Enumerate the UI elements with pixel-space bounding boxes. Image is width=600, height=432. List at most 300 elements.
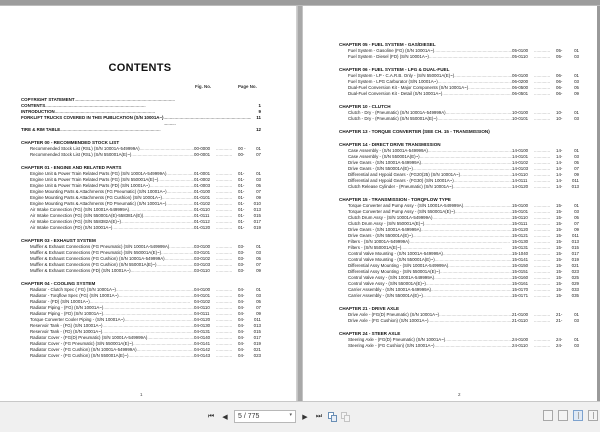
page-number-input[interactable] — [234, 410, 296, 423]
row-chapter: 21- — [556, 318, 563, 323]
entry-label: INTRODUCTION — [21, 109, 55, 114]
chapter-heading[interactable]: CHAPTER 06 - FUEL SYSTEM - LPG & DUAL-FUEL — [339, 67, 450, 72]
row-chapter: 01- — [238, 195, 245, 200]
current-page-value: 5 / 775 — [238, 413, 260, 420]
row-page: 03 — [256, 293, 261, 298]
row-fig-number: 21-0100 — [512, 312, 529, 317]
entry-page: 12 — [256, 127, 261, 132]
row-description: Control Valve Mounting - (S/N 10001A-549999A) — [348, 251, 443, 256]
row-description: Filters - (S/N 10001A-549999A) — [348, 239, 410, 244]
row-description: Fuel System - LP - C.A.R.B. Only - (S/N 550001A(E)~) — [348, 73, 455, 78]
row-description: Drive Gears - (S/N 550001A(E)~) — [348, 166, 413, 171]
row-page: 01 — [256, 171, 261, 176]
row-page: 05 — [256, 256, 261, 261]
row-page: 025 — [571, 275, 579, 280]
row-description: Air Intake Connection (FG) (S/N 10001A-549999A) — [30, 207, 130, 212]
row-page: 09 — [574, 91, 579, 96]
row-chapter: 04- — [238, 293, 245, 298]
toc-row[interactable] — [339, 293, 579, 299]
row-fig-number: 05-0110 — [512, 54, 528, 59]
row-fig-number: 24-0100 — [512, 337, 529, 342]
row-chapter: 06- — [556, 85, 563, 90]
toc-row[interactable] — [339, 184, 579, 190]
row-description: Engine Unit & Power Train Related Parts (FG) (S/N 10001A-549999A) — [30, 171, 167, 176]
row-fig-number: 04-0142 — [194, 347, 211, 352]
dot-leader — [534, 184, 556, 190]
row-page: 07 — [256, 305, 261, 310]
page-navigation — [206, 410, 350, 423]
chevron-down-icon[interactable]: ▾ — [289, 412, 292, 418]
row-fig-number: 04-0120 — [194, 317, 211, 322]
row-chapter: 15- — [556, 239, 563, 244]
toc-entry[interactable] — [21, 115, 261, 127]
single-page-view-icon[interactable] — [543, 410, 553, 421]
row-page: 01 — [256, 146, 261, 151]
row-fig-number: 03-0110 — [194, 268, 210, 273]
entry-label: FORKLIFT TRUCKS COVERED IN THIS PUBLICATION (S/N 10001A~) — [21, 115, 164, 120]
last-page-icon: ⏭ — [315, 412, 323, 420]
row-description: Radiator Piping - (FD) (S/N 10001A~) — [30, 311, 104, 316]
row-page: 03 — [256, 177, 261, 182]
row-chapter: 15- — [556, 203, 563, 208]
row-chapter: 06- — [556, 91, 563, 96]
toc-row[interactable] — [21, 353, 261, 359]
row-chapter: 03- — [238, 244, 245, 249]
row-chapter: 15- — [556, 215, 563, 220]
row-fig-number: 04-0111 — [194, 311, 210, 316]
row-chapter: 15- — [556, 245, 563, 250]
chapter-heading[interactable]: CHAPTER 21 - DRIVE AXLE — [339, 306, 400, 311]
row-description: Engine Unit & Power Train Related Parts (FD) (S/N 10001A~) — [30, 183, 150, 188]
dot-leader — [131, 152, 194, 158]
row-description: Muffler & Exhaust Connections (FG Cushion) (S/N 10001A-549999A) — [30, 256, 165, 261]
row-description: Torque Converter and Pump Assy - (S/N 10001A-549999A) — [348, 203, 464, 208]
row-page: 03 — [574, 79, 579, 84]
row-description: Differential Assy Mounting - (S/N 550001A(E)~) — [348, 269, 441, 274]
row-chapter: 04- — [238, 323, 245, 328]
row-page: 023 — [571, 269, 579, 274]
row-chapter: 05- — [556, 48, 563, 53]
row-description: Control Valve Mounting - (S/N 550001A(E)~) — [348, 257, 435, 262]
row-chapter: 14- — [556, 154, 563, 159]
toc-row[interactable] — [21, 268, 261, 274]
toc-row[interactable] — [339, 343, 579, 349]
row-fig-number: 03-0101 — [194, 250, 211, 255]
dot-leader — [534, 293, 556, 299]
row-page: 021 — [253, 347, 261, 352]
dot-leader — [131, 268, 194, 274]
row-fig-number: 06-0500 — [512, 85, 529, 90]
chapter-heading[interactable]: CHAPTER 14 - DIRECT DRIVE TRANSMISSION — [339, 142, 441, 147]
row-fig-number: 04-0100 — [194, 287, 211, 292]
row-description: Steering Axle - (FG(D) Pneumatic) (S/N 10001A~) — [348, 337, 446, 342]
row-page: 023 — [253, 353, 261, 358]
two-page-view-icon[interactable] — [573, 410, 583, 421]
row-fig-number: 15-0161 — [512, 281, 529, 286]
row-description: Carrier Assembly - (S/N 10001A-549999A) — [348, 287, 431, 292]
row-fig-number: 15-0121 — [512, 233, 529, 238]
row-chapter: 24- — [556, 337, 563, 342]
row-page: 011 — [254, 317, 261, 322]
row-chapter: 24- — [556, 343, 563, 348]
row-description: Control Valve Assy - (S/N 550001A(E)~) — [348, 281, 426, 286]
row-chapter: 05- — [556, 54, 563, 59]
document-viewer[interactable] — [0, 6, 600, 401]
toc-row[interactable] — [339, 54, 579, 60]
row-chapter: 15- — [556, 287, 563, 292]
row-description: Drive Axle - (FG Cushion) (S/N 10001A~) — [348, 318, 429, 323]
row-fig-number: 14-0120 — [512, 184, 529, 189]
toc-row[interactable] — [339, 318, 579, 324]
row-chapter: 04- — [238, 341, 245, 346]
dot-leader — [429, 54, 512, 60]
row-fig-number: 14-0100 — [512, 148, 529, 153]
row-description: Engine Unit & Power Train Related Parts (FG) (S/N 550001A(E)~) — [30, 177, 159, 182]
row-page: 013 — [571, 184, 579, 189]
dot-leader — [128, 353, 194, 359]
chapter-heading[interactable]: CHAPTER 05 - FUEL SYSTEM - GAS/DIESEL — [339, 42, 436, 47]
dot-leader — [534, 116, 556, 122]
row-chapter: 14- — [556, 172, 563, 177]
row-fig-number: 01-0110 — [194, 207, 210, 212]
row-page: 017 — [253, 219, 261, 224]
row-chapter: 15- — [556, 263, 563, 268]
row-fig-number: 04-0130 — [194, 323, 211, 328]
row-fig-number: 04-0141 — [194, 341, 211, 346]
row-page: 07 — [256, 152, 261, 157]
row-description: Fuel System - Diesel (FD) (S/N 10001A~) — [348, 54, 429, 59]
row-description: Clutch - Dry - (Pneumatic) (S/N 10001A-549999A) — [348, 110, 446, 115]
row-page: 011 — [572, 178, 579, 183]
row-description: Clutch Release Cylinder - (Pneumatic) (S/N 10001A~) — [348, 184, 454, 189]
row-chapter: 06- — [556, 79, 563, 84]
row-page: 013 — [253, 323, 261, 328]
row-fig-number: 01-0100 — [194, 189, 211, 194]
entry-label: TIRE & RIM TABLE — [21, 127, 61, 132]
entry-page: 9 — [258, 109, 261, 114]
row-description: Radiator Cover - (FG Pneumatic) (S/N 550001A(E)~) — [30, 341, 134, 346]
row-description: Radiator Cover - (FG Cushion) (S/N 550001A(E)~) — [30, 353, 129, 358]
row-chapter: 21- — [556, 312, 563, 317]
row-fig-number: 01-0102 — [194, 201, 211, 206]
row-chapter: 01- — [238, 219, 245, 224]
dot-leader — [534, 343, 556, 349]
row-fig-number: 06-0200 — [512, 79, 529, 84]
row-page: 09 — [574, 227, 579, 232]
row-fig-number: 15-0131 — [512, 245, 529, 250]
row-fig-number: 00-0000 — [194, 146, 211, 151]
row-fig-number: 04-0140 — [194, 335, 211, 340]
row-fig-number: 15-0111 — [512, 221, 528, 226]
entry-label: COPYRIGHT STATEMENT — [21, 97, 75, 102]
chapter-heading[interactable]: CHAPTER 10 - CLUTCH — [339, 104, 391, 109]
row-description: Differential and Hypoid Gears - (FG20(25) (S/N 10001A~) — [348, 172, 461, 177]
row-page: 09 — [574, 172, 579, 177]
row-fig-number: 04-0143 — [194, 353, 211, 358]
paste-icon[interactable] — [341, 412, 350, 422]
row-description: Radiator - Torqflow Spec (FG) (S/N 10001A~) — [30, 293, 119, 298]
row-page: 07 — [574, 166, 579, 171]
row-fig-number: 15-0110 — [512, 215, 528, 220]
row-fig-number: 10-0100 — [512, 110, 529, 115]
row-page: 03 — [574, 343, 579, 348]
row-description: Case Assembly - (S/N 10001A-549999A) — [348, 148, 428, 153]
row-chapter: 04- — [238, 305, 245, 310]
row-page: 01 — [574, 337, 579, 342]
prev-page-icon: ◀ — [222, 413, 228, 421]
row-page: 01 — [574, 110, 579, 115]
row-description: Drive Gears - (S/N 10001A-549999A) — [348, 160, 421, 165]
row-description: Steering Axle - (FG Cushion) (S/N 10001A~) — [348, 343, 435, 348]
next-page-icon: ▶ — [302, 413, 308, 421]
row-fig-number: 04-0110 — [194, 305, 210, 310]
row-page: 05 — [574, 160, 579, 165]
row-fig-number: 15-0160 — [512, 275, 529, 280]
row-description: Engine Mounting Parts & Attachments (FG Pneumatic) (S/N 10001A~) — [30, 189, 167, 194]
prev-page-button[interactable] — [220, 411, 230, 423]
chapter-heading[interactable]: CHAPTER 15 - TRANSMISSION - TORQFLOW TYPE — [339, 197, 451, 202]
row-fig-number: 15-0150 — [512, 263, 529, 268]
toc-row[interactable] — [339, 116, 579, 122]
row-page: 017 — [571, 251, 579, 256]
row-page: 03 — [574, 54, 579, 59]
row-fig-number: 00-0001 — [194, 152, 211, 157]
row-description: Radiator Piping - (FG) (S/N 10001A~) — [30, 305, 104, 310]
row-description: Fuel System - LPG Carburator (S/N 10001A~) — [348, 79, 438, 84]
row-chapter: 10- — [556, 110, 563, 115]
page-number: 1 — [140, 392, 143, 397]
row-description: Engine Mounting Parts & Attachments (FD Pneumatic) (S/N 10001A~) — [30, 201, 167, 206]
toc-right — [339, 42, 579, 349]
row-chapter: 06- — [556, 73, 563, 78]
row-chapter: 15- — [556, 233, 563, 238]
column-header-page: Page No. — [238, 84, 257, 89]
row-fig-number: 04-0131 — [194, 329, 211, 334]
row-fig-number: 15-0101 — [512, 209, 529, 214]
row-description: Fuel System - Gasoline (FG) (S/N 10001A~) — [348, 48, 435, 53]
row-chapter: 15- — [556, 209, 563, 214]
row-description: Radiator - (FD) (S/N 10001A~) — [30, 299, 90, 304]
row-fig-number: 06-0100 — [512, 73, 529, 78]
row-page: 09 — [256, 311, 261, 316]
row-description: Clutch - Dry - (Pneumatic) (S/N 550001A(E)~) — [348, 116, 438, 121]
row-page: 07 — [256, 189, 261, 194]
toc-row[interactable] — [339, 91, 579, 97]
row-chapter: 10- — [556, 116, 563, 121]
row-fig-number: 01-0112 — [194, 219, 210, 224]
row-description: Reservoir Tank - (FD) (S/N 10001A~) — [30, 329, 103, 334]
chapter-heading[interactable]: CHAPTER 24 - STEER AXLE — [339, 331, 401, 336]
row-fig-number: 15-0130 — [512, 239, 529, 244]
row-page: 05 — [256, 299, 261, 304]
row-page: 015 — [253, 329, 261, 334]
row-description: Drive Gears - (S/N 550001A(E)~) — [348, 233, 413, 238]
row-page: 03 — [256, 250, 261, 255]
row-description: Clutch Drum Assy - (S/N 550001A(E)~) — [348, 221, 425, 226]
row-description: Differential Assy Mounting - (S/N 10001A-549999A) — [348, 263, 449, 268]
row-chapter: 15- — [556, 251, 563, 256]
last-page-button[interactable] — [314, 411, 324, 423]
row-fig-number: 14-0101 — [512, 154, 529, 159]
row-fig-number: 14-0102 — [512, 160, 529, 165]
dot-leader — [435, 343, 512, 349]
first-page-button[interactable] — [206, 411, 216, 423]
row-page: 015 — [571, 245, 579, 250]
row-chapter: 04- — [238, 335, 245, 340]
dot-leader — [164, 115, 251, 127]
row-description: Carrier Assembly - (S/N 550001A(E)~) — [348, 293, 423, 298]
row-chapter: 00- — [238, 152, 245, 157]
row-fig-number: 15-0170 — [512, 287, 529, 292]
row-fig-number: 01-0101 — [194, 195, 211, 200]
dot-leader — [453, 184, 512, 190]
dot-leader — [428, 318, 512, 324]
row-chapter: 14- — [556, 166, 563, 171]
row-page: 033 — [571, 287, 579, 292]
row-fig-number: 01-0001 — [194, 171, 211, 176]
row-description: Filters - (S/N 550001A(E)~) — [348, 245, 402, 250]
row-chapter: 15- — [556, 293, 563, 298]
row-page: 07 — [256, 262, 261, 267]
chapter-heading[interactable]: CHAPTER 04 - COOLING SYSTEM — [21, 281, 96, 286]
row-page: 021 — [571, 263, 579, 268]
toc-left — [21, 97, 261, 359]
row-page: 03 — [574, 209, 579, 214]
row-fig-number: 01-0111 — [194, 213, 210, 218]
first-page-icon: ⏮ — [207, 412, 215, 420]
toc-row[interactable] — [21, 152, 261, 158]
navigation-toolbar — [0, 401, 600, 432]
entry-page: 11 — [256, 115, 261, 120]
row-description: Air Intake Connection (FG) (S/N 558382A(E)~) — [30, 219, 121, 224]
chapter-heading[interactable]: CHAPTER 00 - RECOMMENDED STOCK LIST — [21, 140, 120, 145]
row-description: Dual-Fuel Conversion Kit - Detail (S/N 10001A~) — [348, 91, 443, 96]
row-page: 019 — [253, 341, 261, 346]
dot-leader — [216, 268, 238, 274]
row-page: 010 — [253, 201, 261, 206]
row-page: 01 — [574, 48, 579, 53]
row-page: 01 — [574, 73, 579, 78]
row-description: Muffler & Exhaust Connections (FG Pneumatic) (S/N 10001A-549999A) — [30, 244, 170, 249]
row-chapter: 04- — [238, 311, 245, 316]
row-fig-number: 05-0100 — [512, 48, 529, 53]
entry-page: 1 — [258, 103, 261, 108]
row-fig-number: 15-1040 — [512, 251, 529, 256]
row-chapter: 03- — [238, 256, 245, 261]
row-description: Reservoir Tank - (FG) (S/N 10001A~) — [30, 323, 103, 328]
dot-leader — [437, 116, 512, 122]
row-fig-number: 14-0110 — [512, 172, 528, 177]
row-chapter: 01- — [238, 225, 245, 230]
row-description: Control Valve Assy - (S/N 10001A-549999A) — [348, 275, 435, 280]
row-fig-number: 04-0101 — [194, 293, 211, 298]
row-description: Torque Converter Cooler Piping - (S/N 10001A~) — [30, 317, 125, 322]
row-chapter: 15- — [556, 281, 563, 286]
row-page: 013 — [571, 239, 579, 244]
row-fig-number: 01-0002 — [194, 177, 211, 182]
row-page: 011 — [572, 233, 579, 238]
dot-leader — [423, 293, 512, 299]
row-fig-number: 15-0151 — [512, 269, 529, 274]
row-description: Drive Gears - (S/N 10001A-549999A) — [348, 227, 421, 232]
row-chapter: 01- — [238, 213, 245, 218]
row-page: 03 — [574, 116, 579, 121]
row-description: Dual-Fuel Conversion Kit - Major Components (S/N 10001A~) — [348, 85, 469, 90]
row-chapter: 15- — [556, 257, 563, 262]
next-page-button[interactable] — [300, 411, 310, 423]
row-chapter: 00 - — [238, 146, 246, 151]
row-page: 01 — [256, 244, 261, 249]
row-fig-number: 03-0102 — [194, 256, 211, 261]
page-title: CONTENTS — [108, 62, 172, 74]
dot-leader — [534, 318, 556, 324]
two-page-continuous-view-icon[interactable] — [588, 410, 598, 421]
row-page: 05 — [574, 85, 579, 90]
copy-icon[interactable] — [328, 412, 337, 422]
dot-leader — [442, 91, 512, 97]
dot-leader — [534, 54, 556, 60]
row-description: Torque Converter and Pump Assy - (S/N 550001A(E)~) — [348, 209, 456, 214]
row-page: 015 — [253, 213, 261, 218]
row-page: 013 — [253, 207, 261, 212]
row-chapter: 04- — [238, 287, 245, 292]
row-chapter: 01- — [238, 183, 245, 188]
row-page: 01 — [574, 312, 579, 317]
toc-row[interactable] — [21, 225, 261, 231]
row-page: 05 — [256, 183, 261, 188]
row-description: Clutch Drum Assy - (S/N 10001A-549999A) — [348, 215, 433, 220]
row-page: 03 — [574, 154, 579, 159]
chapter-heading[interactable]: CHAPTER 13 - TORQUE CONVERTER (SEE CH. 15 - TRANSMISSION) — [339, 129, 490, 134]
row-description: Drive Axle - (FG(D) Pneumatic) (S/N 10001A~) — [348, 312, 440, 317]
row-chapter: 15- — [556, 269, 563, 274]
row-description: Muffler & Exhaust Connections (FG Pneumatic) (S/N 550001A(E)~) — [30, 250, 162, 255]
row-chapter: 03- — [238, 262, 245, 267]
row-fig-number: 15-0120 — [512, 227, 529, 232]
chapter-heading[interactable]: CHAPTER 01 - ENGINE AND RELATED PARTS — [21, 165, 122, 170]
row-chapter: 14- — [556, 160, 563, 165]
row-fig-number: 06-0501 — [512, 91, 529, 96]
row-description: Radiator - Clutch Spec ( FG) (S/N 10001A~) — [30, 287, 117, 292]
row-page: 035 — [571, 293, 579, 298]
chapter-heading[interactable]: CHAPTER 03 - EXHAUST SYSTEM — [21, 238, 96, 243]
row-chapter: 01- — [238, 207, 245, 212]
row-description: Differential and Hypoid Gears - (FG30) (S/N 10001A~) — [348, 178, 454, 183]
dot-leader — [112, 225, 194, 231]
page-right — [303, 6, 600, 401]
toc-entry[interactable] — [21, 127, 261, 133]
row-fig-number: 21-0110 — [512, 318, 528, 323]
row-chapter: 14- — [556, 148, 563, 153]
row-chapter: 15- — [556, 221, 563, 226]
row-page: 09 — [256, 268, 261, 273]
row-chapter: 04- — [238, 329, 245, 334]
row-description: Engine Mounting Parts & Attachments (FG Cushion) (S/N 10001A~) — [30, 195, 162, 200]
row-fig-number: 03-0103 — [194, 262, 211, 267]
row-chapter: 15- — [556, 227, 563, 232]
dot-leader — [216, 152, 238, 158]
row-page: 01 — [574, 203, 579, 208]
row-chapter: 04- — [238, 299, 245, 304]
row-fig-number: 24-0110 — [512, 343, 528, 348]
page-left — [0, 6, 297, 401]
row-page: 05 — [574, 215, 579, 220]
row-chapter: 01- — [238, 201, 245, 206]
continuous-view-icon[interactable] — [558, 410, 568, 421]
page-number: 2 — [458, 392, 461, 397]
row-chapter: 04- — [238, 317, 245, 322]
row-chapter: 01- — [238, 189, 245, 194]
